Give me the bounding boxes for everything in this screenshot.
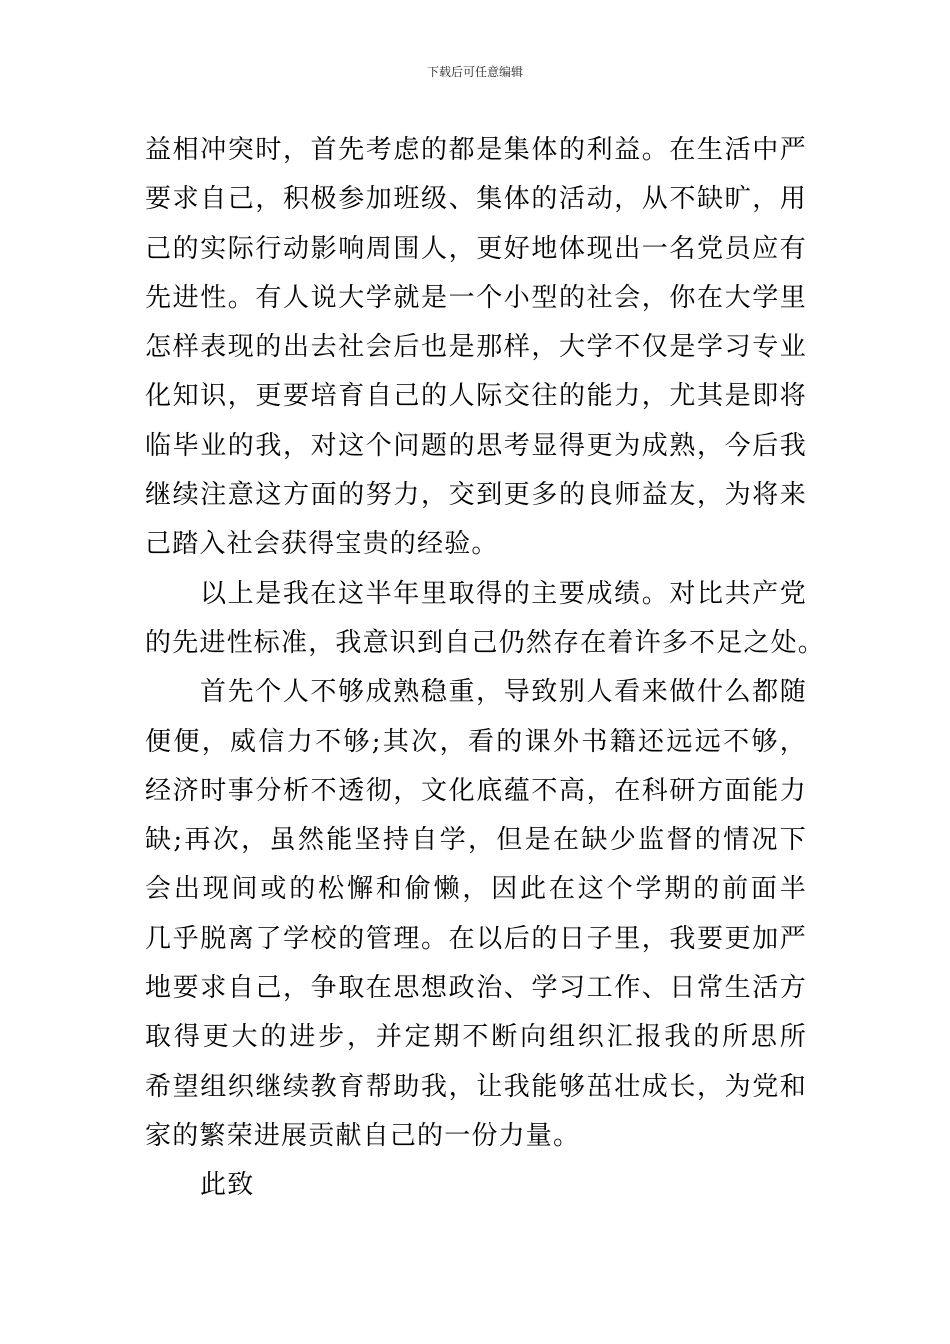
text-line: 的先进性标准，我意识到自己仍然存在着许多不足之处。 [145,627,826,658]
text-line: 以上是我在这半年里取得的主要成绩。对比共产党 [200,578,807,609]
text-line: 便便，威信力不够;其次，看的课外书籍还远远不够， [145,726,807,757]
text-line: 希望组织继续教育帮助我，让我能够茁壮成长，为党和 [145,1071,807,1102]
text-line: 化知识，更要培育自己的人际交往的能力，尤其是即将 [145,381,807,412]
text-line: 先进性。有人说大学就是一个小型的社会，你在大学里 [145,282,807,313]
text-line: 家的繁荣进展贡献自己的一份力量。 [145,1120,581,1151]
closing-salutation [145,1161,807,1210]
closing-text: 此致 [200,1170,255,1201]
text-line: 己的实际行动影响周围人，更好地体现出一名党员应有 [145,233,807,264]
text-line: 取得更大的进步，并定期不断向组织汇报我的所思所 [145,1022,807,1053]
text-line: 临毕业的我，对这个问题的思考显得更为成熟，今后我 [145,430,807,461]
text-line: 继续注意这方面的努力，交到更多的良师益友，为将来 [145,480,807,511]
text-line: 几乎脱离了学校的管理。在以后的日子里，我要更加严 [145,923,807,954]
page-header: 下载后可任意编辑 [426,65,523,79]
document-body [145,126,826,1211]
text-line: 怎样表现的出去社会后也是那样，大学不仅是学习专业 [145,332,807,363]
text-line: 首先个人不够成熟稳重，导致别人看来做什么都随 [200,677,807,708]
text-line: 己踏入社会获得宝贵的经验。 [145,529,499,560]
text-line: 益相冲突时，首先考虑的都是集体的利益。在生活中严 [145,135,807,165]
paragraph-continuation [145,126,807,570]
text-line: 要求自己，积极参加班级、集体的活动，从不缺旷，用 [145,184,807,215]
text-line: 经济时事分析不透彻，文化底蕴不高，在科研方面能力 [145,775,807,806]
paragraph-achievements [145,570,826,669]
text-line: 缺;再次，虽然能坚持自学，但是在缺少监督的情况下 [145,825,807,856]
paragraph-shortcomings [145,668,807,1161]
text-line: 地要求自己，争取在思想政治、学习工作、日常生活方 [145,973,807,1004]
text-line: 会出现间或的松懈和偷懒，因此在这个学期的前面半 [145,874,807,905]
